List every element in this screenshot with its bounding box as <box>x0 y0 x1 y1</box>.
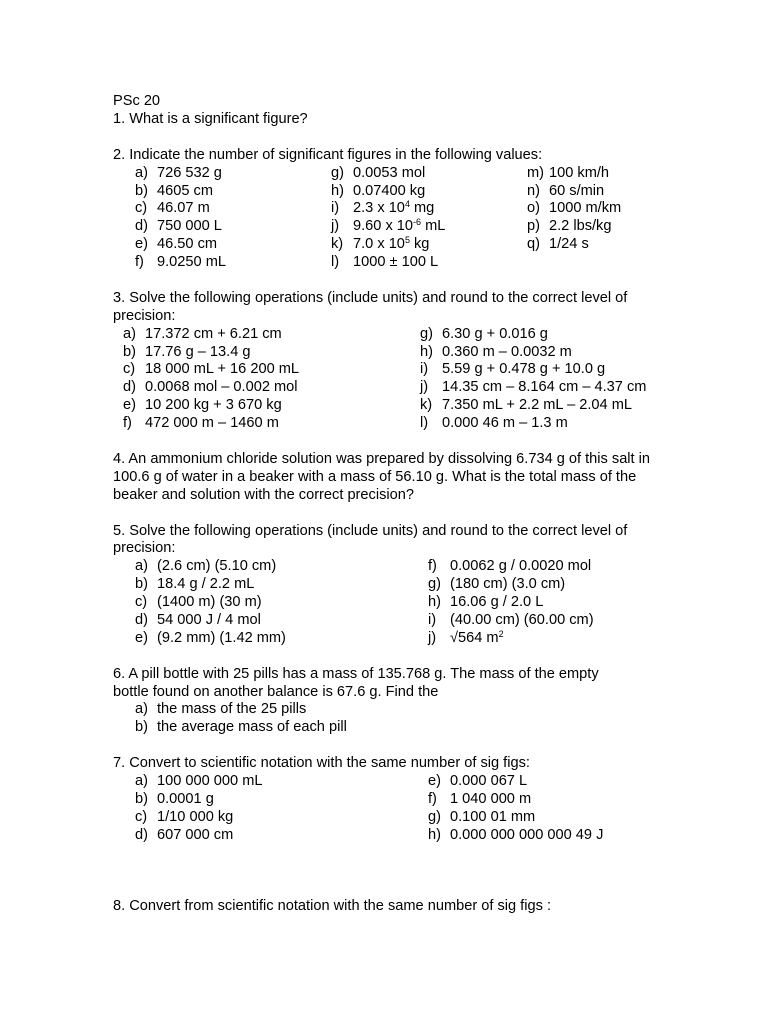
item-label: d) <box>135 611 148 628</box>
item-label: i) <box>420 361 429 378</box>
list-item <box>420 344 572 362</box>
list-item <box>135 773 262 791</box>
list-item <box>123 415 279 433</box>
item-value: 1/24 s <box>549 236 589 253</box>
item-value: 726 532 g <box>157 164 222 181</box>
item-value: 0.0053 mol <box>353 164 426 181</box>
item-value: the average mass of each pill <box>157 719 347 736</box>
item-value: 750 000 L <box>157 218 222 235</box>
q3-row <box>113 344 673 362</box>
item-label: g) <box>420 325 433 342</box>
q6-row <box>113 701 673 719</box>
q2-row <box>113 254 673 272</box>
item-value: 100 km/h <box>549 164 610 181</box>
question-8: 8. Convert from scientific notation with the same number of sig figs : <box>113 897 552 914</box>
item-label: d) <box>135 218 148 235</box>
q5-row <box>113 630 673 648</box>
q7-row <box>113 791 673 809</box>
item-value: 607 000 cm <box>157 826 234 843</box>
q5-items <box>113 558 673 647</box>
item-label: d) <box>123 379 136 396</box>
item-label: e) <box>428 773 441 790</box>
list-item <box>123 397 282 415</box>
list-item <box>331 236 429 254</box>
q7-row <box>113 827 673 845</box>
q2-row <box>113 200 673 218</box>
item-value: 14.35 cm – 8.164 cm – 4.37 cm <box>442 379 647 396</box>
item-value: 0.0068 mol – 0.002 mol <box>145 379 298 396</box>
list-item <box>420 361 605 379</box>
list-item <box>420 415 568 433</box>
worksheet <box>113 93 673 916</box>
item-value: 1/10 000 kg <box>157 808 234 825</box>
item-value: 4605 cm <box>157 182 213 199</box>
q3-row <box>113 361 673 379</box>
item-value: 0.000 000 000 000 49 J <box>450 826 604 843</box>
item-value: 2.2 lbs/kg <box>549 218 612 235</box>
question-4: 4. An ammonium chloride solution was prepared by dissolving 6.734 g of this salt in 100.6 g of water in a beaker with a mass of 56.10 g. What is the total mass of the beaker and solution with the correct precision? <box>113 450 651 503</box>
list-item <box>331 183 425 201</box>
list-item <box>428 558 591 576</box>
item-value: 18 000 mL + 16 200 mL <box>145 361 300 378</box>
item-label: a) <box>135 773 148 790</box>
item-value: 6.30 g + 0.016 g <box>442 325 548 342</box>
q5-row <box>113 612 673 630</box>
item-label: g) <box>331 164 344 181</box>
item-label: m) <box>527 164 545 181</box>
item-value: 1 040 000 m <box>450 790 532 807</box>
item-label: f) <box>428 558 437 575</box>
q3-row <box>113 397 673 415</box>
item-value: 472 000 m – 1460 m <box>145 415 279 432</box>
item-value: (1400 m) (30 m) <box>157 594 262 611</box>
item-label: k) <box>331 236 344 253</box>
list-item <box>420 379 646 397</box>
item-label: g) <box>428 808 441 825</box>
item-label: c) <box>123 361 136 378</box>
list-item <box>135 701 306 719</box>
item-value: 16.06 g / 2.0 L <box>450 594 544 611</box>
item-label: q) <box>527 236 540 253</box>
item-label: l) <box>331 254 340 271</box>
item-value: 0.360 m – 0.0032 m <box>442 343 572 360</box>
item-value: 9.0250 mL <box>157 254 226 271</box>
list-item <box>135 254 226 272</box>
item-value: 54 000 J / 4 mol <box>157 611 261 628</box>
item-value: the mass of the 25 pills <box>157 701 307 718</box>
q3-row <box>113 415 673 433</box>
q5-row <box>113 576 673 594</box>
q3-items <box>113 326 673 433</box>
item-label: l) <box>420 415 429 432</box>
list-item <box>123 344 251 362</box>
item-label: e) <box>123 397 136 414</box>
exponent: -6 <box>413 217 422 228</box>
item-label: j) <box>428 629 437 646</box>
item-label: h) <box>428 594 441 611</box>
list-item <box>428 827 603 845</box>
item-label: a) <box>123 325 136 342</box>
question-2: 2. Indicate the number of significant figures in the following values: <box>113 146 543 163</box>
item-value: 18.4 g / 2.2 mL <box>157 576 255 593</box>
list-item <box>135 612 261 630</box>
item-value: 0.07400 kg <box>353 182 426 199</box>
item-value: √564 $m^2$ <box>450 628 504 646</box>
list-item <box>428 791 531 809</box>
list-item <box>135 183 213 201</box>
q2-row <box>113 236 673 254</box>
question-6: 6. A pill bottle with 25 pills has a mass of 135.768 g. The mass of the empty bottle found on another balance is 67.6 g. Find the <box>113 665 599 700</box>
question-3: 3. Solve the following operations (include units) and round to the correct level of precision: <box>113 289 628 324</box>
item-value: 0.000 067 L <box>450 773 528 790</box>
list-item <box>135 630 286 648</box>
question-1: 1. What is a significant figure? <box>113 110 308 127</box>
item-value: 100 000 000 mL <box>157 773 263 790</box>
item-label: k) <box>420 397 433 414</box>
list-item <box>123 326 282 344</box>
list-item <box>331 254 438 272</box>
item-label: h) <box>428 826 441 843</box>
list-item <box>428 612 594 630</box>
list-item <box>135 165 222 183</box>
list-item <box>527 200 621 218</box>
list-item <box>527 165 609 183</box>
list-item <box>135 594 262 612</box>
item-label: i) <box>331 200 340 217</box>
item-value: 1000 m/km <box>549 200 622 217</box>
list-item <box>135 719 347 737</box>
item-value: 0.000 46 m – 1.3 m <box>442 415 568 432</box>
item-label: e) <box>135 629 148 646</box>
q2-row <box>113 183 673 201</box>
exponent: 4 <box>404 199 410 210</box>
item-label: b) <box>135 576 148 593</box>
q2-row <box>113 165 673 183</box>
item-label: h) <box>331 182 344 199</box>
item-value: (2.6 cm) (5.10 cm) <box>157 558 277 575</box>
item-value: 46.50 cm <box>157 236 218 253</box>
list-item <box>123 379 298 397</box>
list-item <box>527 183 604 201</box>
item-value: 0.0001 g <box>157 790 214 807</box>
item-label: b) <box>123 343 136 360</box>
item-label: i) <box>428 611 437 628</box>
q5-row <box>113 558 673 576</box>
item-label: f) <box>123 415 132 432</box>
item-value: 2.3 x $10^4$ mg <box>353 199 435 217</box>
item-label: b) <box>135 182 148 199</box>
item-label: c) <box>135 594 148 611</box>
q7-items <box>113 773 673 845</box>
item-value: 9.60 x $10^{-6}$ mL <box>353 217 446 235</box>
item-value: 60 s/min <box>549 182 605 199</box>
item-label: p) <box>527 218 540 235</box>
list-item <box>428 773 527 791</box>
item-label: b) <box>135 790 148 807</box>
list-item <box>527 236 589 254</box>
list-item <box>135 558 276 576</box>
item-value: 46.07 m <box>157 200 210 217</box>
item-value: (180 cm) (3.0 cm) <box>450 576 566 593</box>
item-label: o) <box>527 200 540 217</box>
item-value: 17.372 cm + 6.21 cm <box>145 325 282 342</box>
q3-row <box>113 326 673 344</box>
q2-items <box>113 165 673 272</box>
item-label: h) <box>420 343 433 360</box>
item-label: a) <box>135 164 148 181</box>
list-item <box>428 576 565 594</box>
list-item <box>527 218 611 236</box>
item-label: b) <box>135 719 148 736</box>
list-item <box>123 361 299 379</box>
item-label: f) <box>428 790 437 807</box>
item-value: 0.0062 g / 0.0020 mol <box>450 558 592 575</box>
item-value: 5.59 g + 0.478 g + 10.0 g <box>442 361 606 378</box>
list-item <box>331 218 445 236</box>
list-item <box>135 218 222 236</box>
item-label: g) <box>428 576 441 593</box>
item-label: j) <box>331 218 340 235</box>
list-item <box>135 576 254 594</box>
list-item <box>428 809 535 827</box>
q2-row <box>113 218 673 236</box>
item-label: j) <box>420 379 429 396</box>
item-label: d) <box>135 826 148 843</box>
list-item <box>135 791 214 809</box>
list-item <box>331 165 425 183</box>
item-value: 7.0 x $10^5$ kg <box>353 235 430 253</box>
question-7: 7. Convert to scientific notation with the same number of sig figs: <box>113 755 530 772</box>
item-value: (40.00 cm) (60.00 cm) <box>450 611 594 628</box>
list-item <box>331 200 434 218</box>
exponent: 2 <box>498 628 504 639</box>
list-item <box>135 809 233 827</box>
item-value: 10 200 kg + 3 670 kg <box>145 397 282 414</box>
list-item <box>135 827 233 845</box>
item-value: 1000 ± 100 L <box>353 254 439 271</box>
item-label: c) <box>135 808 148 825</box>
q7-row <box>113 809 673 827</box>
item-value: 7.350 mL + 2.2 mL – 2.04 mL <box>442 397 632 414</box>
question-5: 5. Solve the following operations (include units) and round to the correct level of precision: <box>113 522 628 557</box>
item-label: a) <box>135 701 148 718</box>
item-value: (9.2 mm) (1.42 mm) <box>157 629 286 646</box>
list-item <box>420 397 632 415</box>
item-label: e) <box>135 236 148 253</box>
page-title: PSc 20 <box>113 93 161 109</box>
q6-row <box>113 719 673 737</box>
list-item <box>428 594 543 612</box>
q6-items <box>113 701 673 737</box>
exponent: 5 <box>404 235 410 246</box>
q3-row <box>113 379 673 397</box>
item-label: c) <box>135 200 148 217</box>
item-value: 0.100 01 mm <box>450 808 536 825</box>
item-value: 17.76 g – 13.4 g <box>145 343 251 360</box>
item-label: a) <box>135 558 148 575</box>
item-label: f) <box>135 254 144 271</box>
list-item <box>420 326 548 344</box>
q5-row <box>113 594 673 612</box>
list-item <box>135 200 210 218</box>
q7-row <box>113 773 673 791</box>
list-item <box>135 236 217 254</box>
item-label: n) <box>527 182 540 199</box>
list-item <box>428 630 504 648</box>
